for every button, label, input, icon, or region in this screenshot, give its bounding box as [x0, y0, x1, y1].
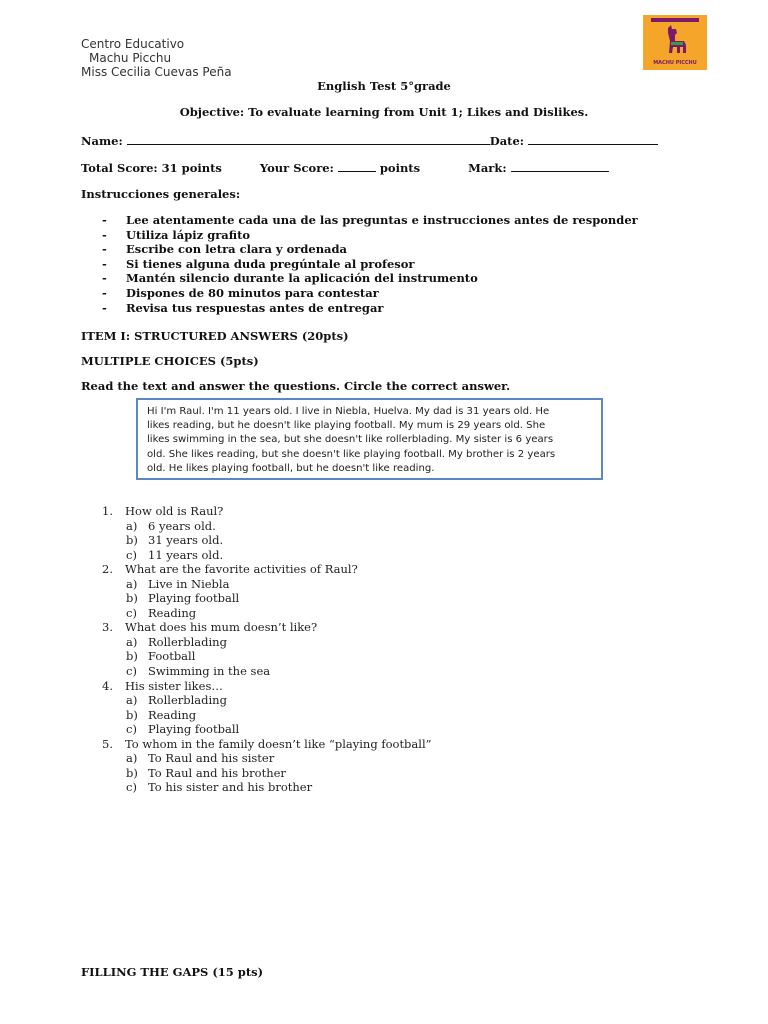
instruction-item: - Lee atentamente cada una de las preguntas e instrucciones antes de responder — [102, 213, 638, 227]
question: 3. What does his mum doesn’t like? — [102, 620, 318, 635]
answer-option[interactable]: c) Playing football — [126, 722, 240, 737]
answer-option[interactable]: c) Reading — [126, 605, 197, 620]
reading-line: likes swimming in the sea, but she doesn't like rollerblading. My sister is 6 years — [147, 434, 554, 446]
answer-option[interactable]: b) 31 years old. — [126, 533, 224, 548]
score-row — [81, 160, 609, 175]
logo-banner — [651, 18, 699, 22]
logo-text: MACHU PICCHU — [653, 60, 697, 66]
teacher-name: Miss Cecilia Cuevas Peña — [81, 65, 232, 79]
answer-option[interactable]: a) Rollerblading — [126, 693, 227, 708]
your-score-blank[interactable] — [338, 160, 376, 172]
answer-option[interactable]: b) To Raul and his brother — [126, 765, 286, 780]
question: 1. How old is Raul? — [102, 504, 224, 518]
date-label: Date: — [489, 134, 525, 148]
school-name-line-1: Centro Educativo — [81, 37, 185, 51]
total-score: Total Score: 31 points — [81, 161, 222, 175]
instruction-item: - Escribe con letra clara y ordenada — [102, 242, 347, 257]
llama-icon — [662, 25, 688, 53]
your-score-label: Your Score: — [259, 161, 334, 175]
answer-option[interactable]: b) Reading — [126, 707, 197, 722]
question: 4. His sister likes… — [102, 678, 223, 693]
instruction-item: - Utiliza lápiz grafito — [102, 227, 251, 242]
answer-option[interactable]: c) 11 years old. — [126, 547, 224, 562]
answer-option[interactable]: b) Playing football — [126, 591, 240, 606]
mark-blank[interactable] — [511, 160, 609, 172]
reading-line: old. She likes reading, but she doesn't like playing football. My brother is 2 years — [147, 448, 556, 460]
reading-line: old. He likes playing football, but he doesn't like reading. — [147, 462, 435, 474]
answer-option[interactable]: a) To Raul and his sister — [126, 751, 275, 766]
answer-option[interactable]: a) Live in Niebla — [126, 576, 230, 591]
mark-label: Mark: — [468, 161, 507, 175]
multiple-choice-heading: MULTIPLE CHOICES (5pts) — [81, 354, 259, 368]
school-name-line-2: Machu Picchu — [89, 51, 172, 65]
instructions-title: Instrucciones generales: — [81, 187, 241, 201]
reading-line: likes reading, but he doesn't like playing football. My mum is 29 years old. She — [147, 420, 546, 432]
test-objective: Objective: To evaluate learning from Unit 1; Likes and Dislikes. — [179, 105, 589, 119]
answer-option[interactable]: a) Rollerblading — [126, 634, 227, 649]
answer-option[interactable]: c) Swimming in the sea — [126, 664, 271, 679]
name-date-row — [81, 133, 658, 148]
name-blank[interactable] — [127, 133, 490, 145]
answer-option[interactable]: c) To his sister and his brother — [126, 780, 313, 795]
date-blank[interactable] — [528, 133, 658, 145]
reading-text-box — [136, 398, 603, 480]
reading-instruction: Read the text and answer the questions. Circle the correct answer. — [81, 379, 511, 393]
instruction-item: - Dispones de 80 minutos para contestar — [102, 285, 379, 300]
instructions-list — [102, 213, 638, 315]
answer-option[interactable]: a) 6 years old. — [126, 518, 216, 533]
filling-gaps-heading: FILLING THE GAPS (15 pts) — [81, 965, 264, 979]
instruction-item: - Si tienes alguna duda pregúntale al profesor — [102, 256, 415, 271]
question-list — [102, 504, 432, 795]
name-label: Name: — [81, 134, 123, 148]
points-label: points — [379, 161, 421, 175]
school-logo — [643, 15, 707, 70]
reading-line: Hi I'm Raul. I'm 11 years old. I live in Niebla, Huelva. My dad is 31 years old. He — [147, 406, 550, 417]
instruction-item: - Revisa tus respuestas antes de entregar — [102, 300, 384, 315]
instruction-item: - Mantén silencio durante la aplicación del instrumento — [102, 271, 478, 286]
question: 5. To whom in the family doesn’t like “playing football” — [102, 736, 432, 751]
school-header — [81, 37, 232, 79]
question: 2. What are the favorite activities of Raul? — [102, 562, 358, 577]
item1-heading: ITEM I: STRUCTURED ANSWERS (20pts) — [81, 329, 349, 343]
test-title: English Test 5°grade — [317, 79, 451, 93]
answer-option[interactable]: b) Football — [126, 649, 196, 664]
